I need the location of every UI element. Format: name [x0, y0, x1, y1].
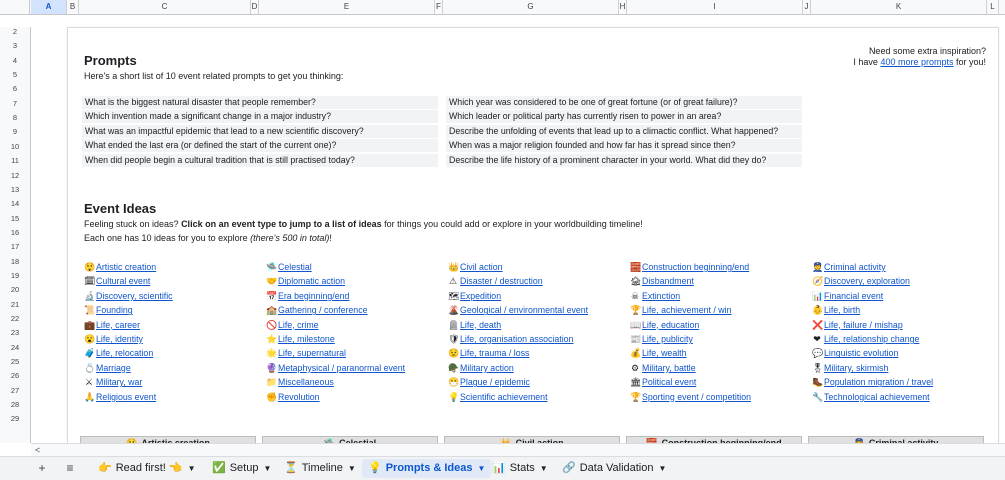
event-link[interactable]: Life, relocation	[96, 348, 154, 359]
event-type-link[interactable]	[448, 347, 529, 359]
add-sheet-button[interactable]: +	[38, 461, 46, 475]
event-icon: 🏛	[630, 377, 642, 388]
row-header-28[interactable]: 28	[10, 400, 20, 410]
event-link[interactable]: Geological / environmental event	[460, 305, 589, 316]
event-link[interactable]: Disbandment	[642, 276, 694, 287]
event-icon: 🛡	[448, 334, 460, 344]
event-link[interactable]: Revolution	[278, 391, 320, 402]
event-icon: 🪖	[448, 362, 460, 373]
event-link[interactable]: Financial event	[824, 290, 884, 301]
event-type-link[interactable]	[448, 261, 503, 273]
event-icon: 🗓	[84, 276, 96, 287]
inspiration-line2	[853, 57, 986, 68]
chevron-down-icon[interactable]: ▼	[658, 464, 667, 473]
event-link[interactable]: Founding	[96, 305, 133, 316]
row-header-15[interactable]: 15	[10, 213, 20, 223]
event-link[interactable]: Military, war	[96, 377, 143, 388]
event-link[interactable]: Technological achievement	[824, 391, 930, 402]
content-card	[67, 27, 999, 459]
prompts-subtitle: Here's a short list of 10 event related prompts to get you thinking:	[84, 71, 344, 81]
event-link[interactable]: Life, publicity	[642, 334, 693, 344]
event-type-link[interactable]	[812, 347, 898, 359]
tab-label: Read first! 👈	[115, 462, 183, 474]
event-icon: ⚙	[630, 362, 640, 373]
tab-label: Prompts & Ideas	[385, 462, 473, 474]
event-icon: 🚫	[266, 319, 278, 330]
event-link[interactable]: Scientific achievement	[460, 391, 548, 402]
event-link[interactable]: Discovery, scientific	[96, 290, 173, 301]
event-type-link[interactable]	[630, 261, 749, 273]
tab-icon: 💡	[368, 462, 382, 474]
prompt-left-1: What is the biggest natural disaster that people remember?	[82, 96, 438, 109]
event-icon: ⚔	[84, 377, 94, 388]
column-header-g[interactable]: G	[443, 0, 619, 14]
event-link[interactable]: Gathering / conference	[278, 305, 368, 316]
event-link[interactable]: Population migration / travel	[824, 377, 934, 388]
event-icon: 🙏	[84, 391, 96, 402]
row-header-2[interactable]: 2	[12, 27, 18, 36]
event-link[interactable]: Diplomatic action	[278, 276, 345, 287]
event-link[interactable]: Construction beginning/end	[642, 262, 750, 272]
event-type-link[interactable]	[812, 275, 910, 287]
chevron-down-icon[interactable]: ▼	[477, 464, 486, 473]
prompt-left-2: Which invention made a significant change in a major industry?	[82, 110, 438, 123]
event-link[interactable]: Sporting event / competition	[642, 391, 752, 402]
event-icon: 🤝	[266, 276, 278, 287]
event-link[interactable]: Military action	[460, 362, 514, 373]
chevron-down-icon[interactable]: ▼	[347, 464, 356, 473]
column-header-b[interactable]: B	[67, 0, 79, 14]
event-icon: 🥾	[812, 377, 824, 388]
event-icon: 🗺	[448, 290, 460, 301]
scroll-left-icon[interactable]: <	[35, 445, 41, 455]
event-icon: 🏆	[630, 305, 642, 316]
row-header-13[interactable]: 13	[10, 184, 20, 194]
event-icon: 💰	[630, 348, 642, 359]
event-icon: ❌	[812, 319, 824, 330]
event-type-link[interactable]	[448, 391, 548, 403]
event-type-link[interactable]	[266, 275, 345, 287]
event-link[interactable]: Miscellaneous	[278, 377, 334, 388]
event-icon: 🌋	[448, 305, 460, 316]
event-icon: 👮	[812, 262, 824, 272]
tab-icon: 🔗	[562, 462, 576, 474]
event-icon: 📅	[266, 290, 278, 301]
event-icon: ⭐	[266, 334, 278, 344]
sheet-tab-bar	[0, 456, 1005, 480]
prompt-right-3: Describe the unfolding of events that lead up to a climactic conflict. What happened?	[446, 125, 802, 138]
event-icon: 🧱	[630, 262, 642, 272]
event-link[interactable]: Metaphysical / paranormal event	[278, 362, 406, 373]
event-type-link[interactable]	[84, 333, 143, 345]
event-icon: 📁	[266, 377, 278, 388]
chevron-down-icon[interactable]: ▼	[539, 464, 548, 473]
event-link[interactable]: Life, trauma / loss	[460, 348, 530, 359]
event-link[interactable]: Extinction	[642, 290, 681, 301]
event-type-link[interactable]	[84, 261, 156, 273]
event-link[interactable]: Criminal activity	[824, 262, 886, 272]
event-link[interactable]: Disaster / destruction	[460, 276, 543, 287]
column-header-f[interactable]: F	[435, 0, 443, 14]
row-header-14[interactable]: 14	[10, 199, 20, 209]
event-type-link[interactable]	[630, 319, 699, 331]
event-type-link[interactable]	[812, 304, 860, 316]
event-link[interactable]: Linguistic evolution	[824, 348, 899, 359]
event-link[interactable]: Life, milestone	[278, 334, 335, 344]
event-icon: 🔮	[266, 362, 278, 373]
event-link[interactable]: Marriage	[96, 362, 131, 373]
event-icon: 📰	[630, 334, 642, 344]
event-type-link[interactable]	[812, 376, 933, 388]
event-link[interactable]: Life, organisation association	[460, 334, 574, 344]
event-type-link[interactable]	[84, 304, 133, 316]
event-link[interactable]: Life, supernatural	[278, 348, 346, 359]
row-header-19[interactable]: 19	[10, 270, 20, 280]
event-type-link[interactable]	[630, 362, 696, 374]
row-header-18[interactable]: 18	[10, 256, 20, 266]
event-type-link[interactable]	[84, 362, 131, 374]
event-type-link[interactable]	[266, 362, 405, 374]
row-header-12[interactable]: 12	[10, 170, 20, 180]
row-header-9[interactable]: 9	[12, 127, 18, 137]
column-header-a[interactable]: A	[31, 0, 67, 14]
event-type-link[interactable]	[266, 290, 349, 302]
event-icon: 👶	[812, 305, 824, 316]
event-icon: 📜	[84, 305, 96, 316]
event-link[interactable]: Artistic creation	[96, 262, 157, 272]
prompt-right-1: Which year was considered to be one of great fortune (or of great failure)?	[446, 96, 802, 109]
event-icon: ☠	[630, 290, 640, 301]
inspiration-post: for you!	[953, 57, 986, 67]
row-header-20[interactable]: 20	[10, 285, 20, 295]
column-header-j[interactable]: J	[803, 0, 811, 14]
line2-pre: Each one has 10 ideas for you to explore	[84, 233, 251, 243]
column-header-d[interactable]: D	[251, 0, 259, 14]
event-link[interactable]: Life, relationship change	[824, 334, 920, 344]
event-type-link[interactable]	[812, 391, 930, 403]
tab-icon: ✅	[212, 462, 226, 474]
event-type-link[interactable]	[630, 304, 731, 316]
row-header-4[interactable]: 4	[12, 55, 18, 65]
event-ideas-title: Event Ideas	[84, 201, 157, 216]
event-ideas-line2	[84, 233, 332, 243]
event-link[interactable]: Life, failure / mishap	[824, 319, 903, 330]
row-header-bar	[0, 27, 31, 443]
tab-icon: 👉	[98, 462, 112, 474]
event-icon: 🏆	[630, 391, 642, 402]
row-header-6[interactable]: 6	[12, 84, 18, 94]
line1-pre: Feeling stuck on ideas?	[84, 219, 182, 229]
event-icon: 🔧	[812, 391, 824, 402]
event-icon: 🧳	[84, 348, 96, 359]
event-type-link[interactable]	[266, 391, 320, 403]
event-type-link[interactable]	[448, 304, 588, 316]
row-header-25[interactable]: 25	[10, 357, 20, 367]
inspiration-box	[853, 46, 986, 68]
row-header-11[interactable]: 11	[11, 156, 19, 166]
row-header-24[interactable]: 24	[10, 342, 20, 352]
row-header-16[interactable]: 16	[10, 227, 20, 237]
all-sheets-button[interactable]: ≡	[66, 461, 74, 475]
row-header-22[interactable]: 22	[10, 314, 20, 323]
select-all-corner[interactable]	[0, 0, 30, 14]
event-link[interactable]: Civil action	[460, 262, 503, 272]
column-header-l[interactable]: L	[987, 0, 999, 14]
sheet-tab[interactable]	[278, 459, 362, 478]
event-type-link[interactable]	[448, 333, 573, 345]
prompts-title: Prompts	[84, 53, 137, 68]
tab-icon: ⏳	[284, 462, 298, 474]
row-header-26[interactable]: 26	[10, 371, 20, 381]
event-icon: 📖	[630, 319, 642, 330]
event-type-link[interactable]	[448, 290, 501, 302]
event-icon: 🏫	[266, 305, 278, 316]
column-header-bar	[0, 0, 1005, 15]
event-link[interactable]: Plague / epidemic	[460, 377, 530, 388]
event-icon: 😲	[84, 262, 96, 272]
line2-italic: (there's 500 in total)	[250, 233, 330, 243]
event-icon: 💼	[84, 319, 96, 330]
event-link[interactable]: Discovery, exploration	[824, 276, 910, 287]
event-link[interactable]: Era beginning/end	[278, 290, 350, 301]
event-icon: 🛸	[266, 262, 278, 272]
event-type-link[interactable]	[630, 333, 693, 345]
event-icon: 🏚	[630, 276, 642, 287]
chevron-down-icon[interactable]: ▼	[187, 464, 196, 473]
prompt-right-2: Which leader or political party has currently risen to power in an area?	[446, 110, 802, 123]
event-type-link[interactable]	[84, 347, 153, 359]
event-type-link[interactable]	[266, 261, 312, 273]
event-link[interactable]: Life, wealth	[642, 348, 687, 359]
event-icon: 🧭	[812, 276, 824, 287]
tab-label: Setup	[229, 462, 259, 474]
tab-icon: 📊	[492, 462, 506, 474]
event-type-link[interactable]	[630, 391, 751, 403]
event-type-link[interactable]	[812, 261, 886, 273]
event-type-link[interactable]	[84, 319, 140, 331]
prompt-left-5: When did people begin a cultural tradition that is still practised today?	[82, 154, 438, 167]
event-link[interactable]: Life, death	[460, 319, 502, 330]
row-header-21[interactable]: 21	[10, 299, 20, 309]
column-header-e[interactable]: E	[259, 0, 435, 14]
event-type-link[interactable]	[630, 290, 680, 302]
event-type-link[interactable]	[266, 333, 335, 345]
sheet-tab[interactable]	[362, 459, 491, 478]
line2-post: !	[329, 233, 332, 243]
sheet-tab[interactable]	[556, 459, 672, 478]
row-header-23[interactable]: 23	[10, 328, 20, 338]
event-icon: ✊	[266, 391, 278, 402]
event-link[interactable]: Political event	[642, 377, 697, 388]
tab-label: Data Validation	[579, 462, 654, 474]
event-link[interactable]: Life, crime	[278, 319, 319, 330]
event-icon: 🎖	[812, 362, 824, 373]
event-type-link[interactable]	[630, 376, 696, 388]
event-type-link[interactable]	[812, 319, 903, 331]
line1-bold: Click on an event type to jump to a list of ideas	[181, 219, 382, 229]
event-icon: 😷	[448, 377, 460, 388]
event-type-link[interactable]	[448, 275, 543, 287]
event-link[interactable]: Celestial	[278, 262, 312, 272]
column-header-i[interactable]: I	[627, 0, 803, 14]
event-link[interactable]: Military, skirmish	[824, 362, 889, 373]
event-type-link[interactable]	[630, 275, 694, 287]
inspiration-line1: Need some extra inspiration?	[868, 46, 986, 56]
event-type-link[interactable]	[448, 319, 501, 331]
column-header-c[interactable]: C	[79, 0, 251, 14]
tab-label: Timeline	[301, 462, 343, 474]
event-type-link[interactable]	[812, 333, 919, 345]
event-link[interactable]: Life, education	[642, 319, 700, 330]
event-icon: 🪦	[448, 319, 460, 330]
event-type-link[interactable]	[812, 290, 883, 302]
event-icon: 💡	[448, 391, 460, 402]
event-icon: 💍	[84, 362, 96, 373]
event-icon: 📊	[812, 290, 824, 301]
event-type-link[interactable]	[812, 362, 888, 374]
row-header-17[interactable]: 17	[10, 242, 20, 252]
event-type-link[interactable]	[266, 347, 346, 359]
sheet-grid[interactable]	[31, 15, 1005, 443]
prompt-left-4: What ended the last era (or defined the start of the current one)?	[82, 139, 438, 152]
event-type-link[interactable]	[630, 347, 687, 359]
event-type-link[interactable]	[266, 304, 368, 316]
horizontal-scrollbar[interactable]	[31, 443, 1005, 456]
event-link[interactable]: Military, battle	[642, 362, 696, 373]
event-icon: 😮	[84, 334, 96, 344]
row-header-7[interactable]: 7	[12, 98, 18, 108]
event-type-link[interactable]	[84, 376, 142, 388]
event-icon: 🔬	[84, 290, 96, 301]
event-icon: 💬	[812, 348, 824, 359]
sheet-tab[interactable]	[92, 459, 202, 478]
event-ideas-line1	[84, 219, 643, 229]
event-link[interactable]: Expedition	[460, 290, 502, 301]
event-link[interactable]: Religious event	[96, 391, 157, 402]
event-link[interactable]: Cultural event	[96, 276, 151, 287]
event-icon: 👑	[448, 262, 460, 272]
row-header-3[interactable]: 3	[12, 41, 18, 51]
row-header-8[interactable]: 8	[12, 113, 18, 123]
inspiration-pre: I have	[853, 57, 881, 67]
event-type-link[interactable]	[84, 275, 150, 287]
prompt-right-4: When was a major religion founded and how far has it spread since then?	[446, 139, 802, 152]
column-header-h[interactable]: H	[619, 0, 627, 14]
prompt-left-3: What was an impactful epidemic that lead to a new scientific discovery?	[82, 125, 438, 138]
prompt-right-5: Describe the life history of a prominent character in your world. What did they do?	[446, 154, 802, 167]
event-link[interactable]: Life, identity	[96, 334, 143, 344]
event-icon: ⚠	[448, 276, 458, 287]
event-type-link[interactable]	[266, 319, 319, 331]
event-link[interactable]: Life, achievement / win	[642, 305, 732, 316]
chevron-down-icon[interactable]: ▼	[263, 464, 272, 473]
sheet-tab[interactable]	[486, 459, 554, 478]
event-icon: 😟	[448, 348, 460, 359]
sheet-tab[interactable]	[206, 459, 277, 478]
event-type-link[interactable]	[266, 376, 334, 388]
event-link[interactable]: Life, birth	[824, 305, 861, 316]
event-type-link[interactable]	[84, 290, 173, 302]
event-type-link[interactable]	[448, 376, 530, 388]
row-header-29[interactable]: 29	[10, 414, 20, 424]
more-prompts-link[interactable]: 400 more prompts	[880, 57, 954, 67]
event-type-link[interactable]	[84, 391, 156, 403]
event-icon: 🌟	[266, 348, 278, 359]
event-type-link[interactable]	[448, 362, 514, 374]
line1-post: for things you could add or explore in your worldbuilding timeline!	[381, 219, 643, 229]
column-header-k[interactable]: K	[811, 0, 987, 14]
row-header-27[interactable]: 27	[10, 385, 20, 395]
event-icon: ❤	[813, 334, 821, 344]
tab-label: Stats	[509, 462, 535, 474]
event-link[interactable]: Life, career	[96, 319, 141, 330]
row-header-5[interactable]: 5	[12, 70, 18, 80]
row-header-10[interactable]: 10	[10, 141, 20, 151]
